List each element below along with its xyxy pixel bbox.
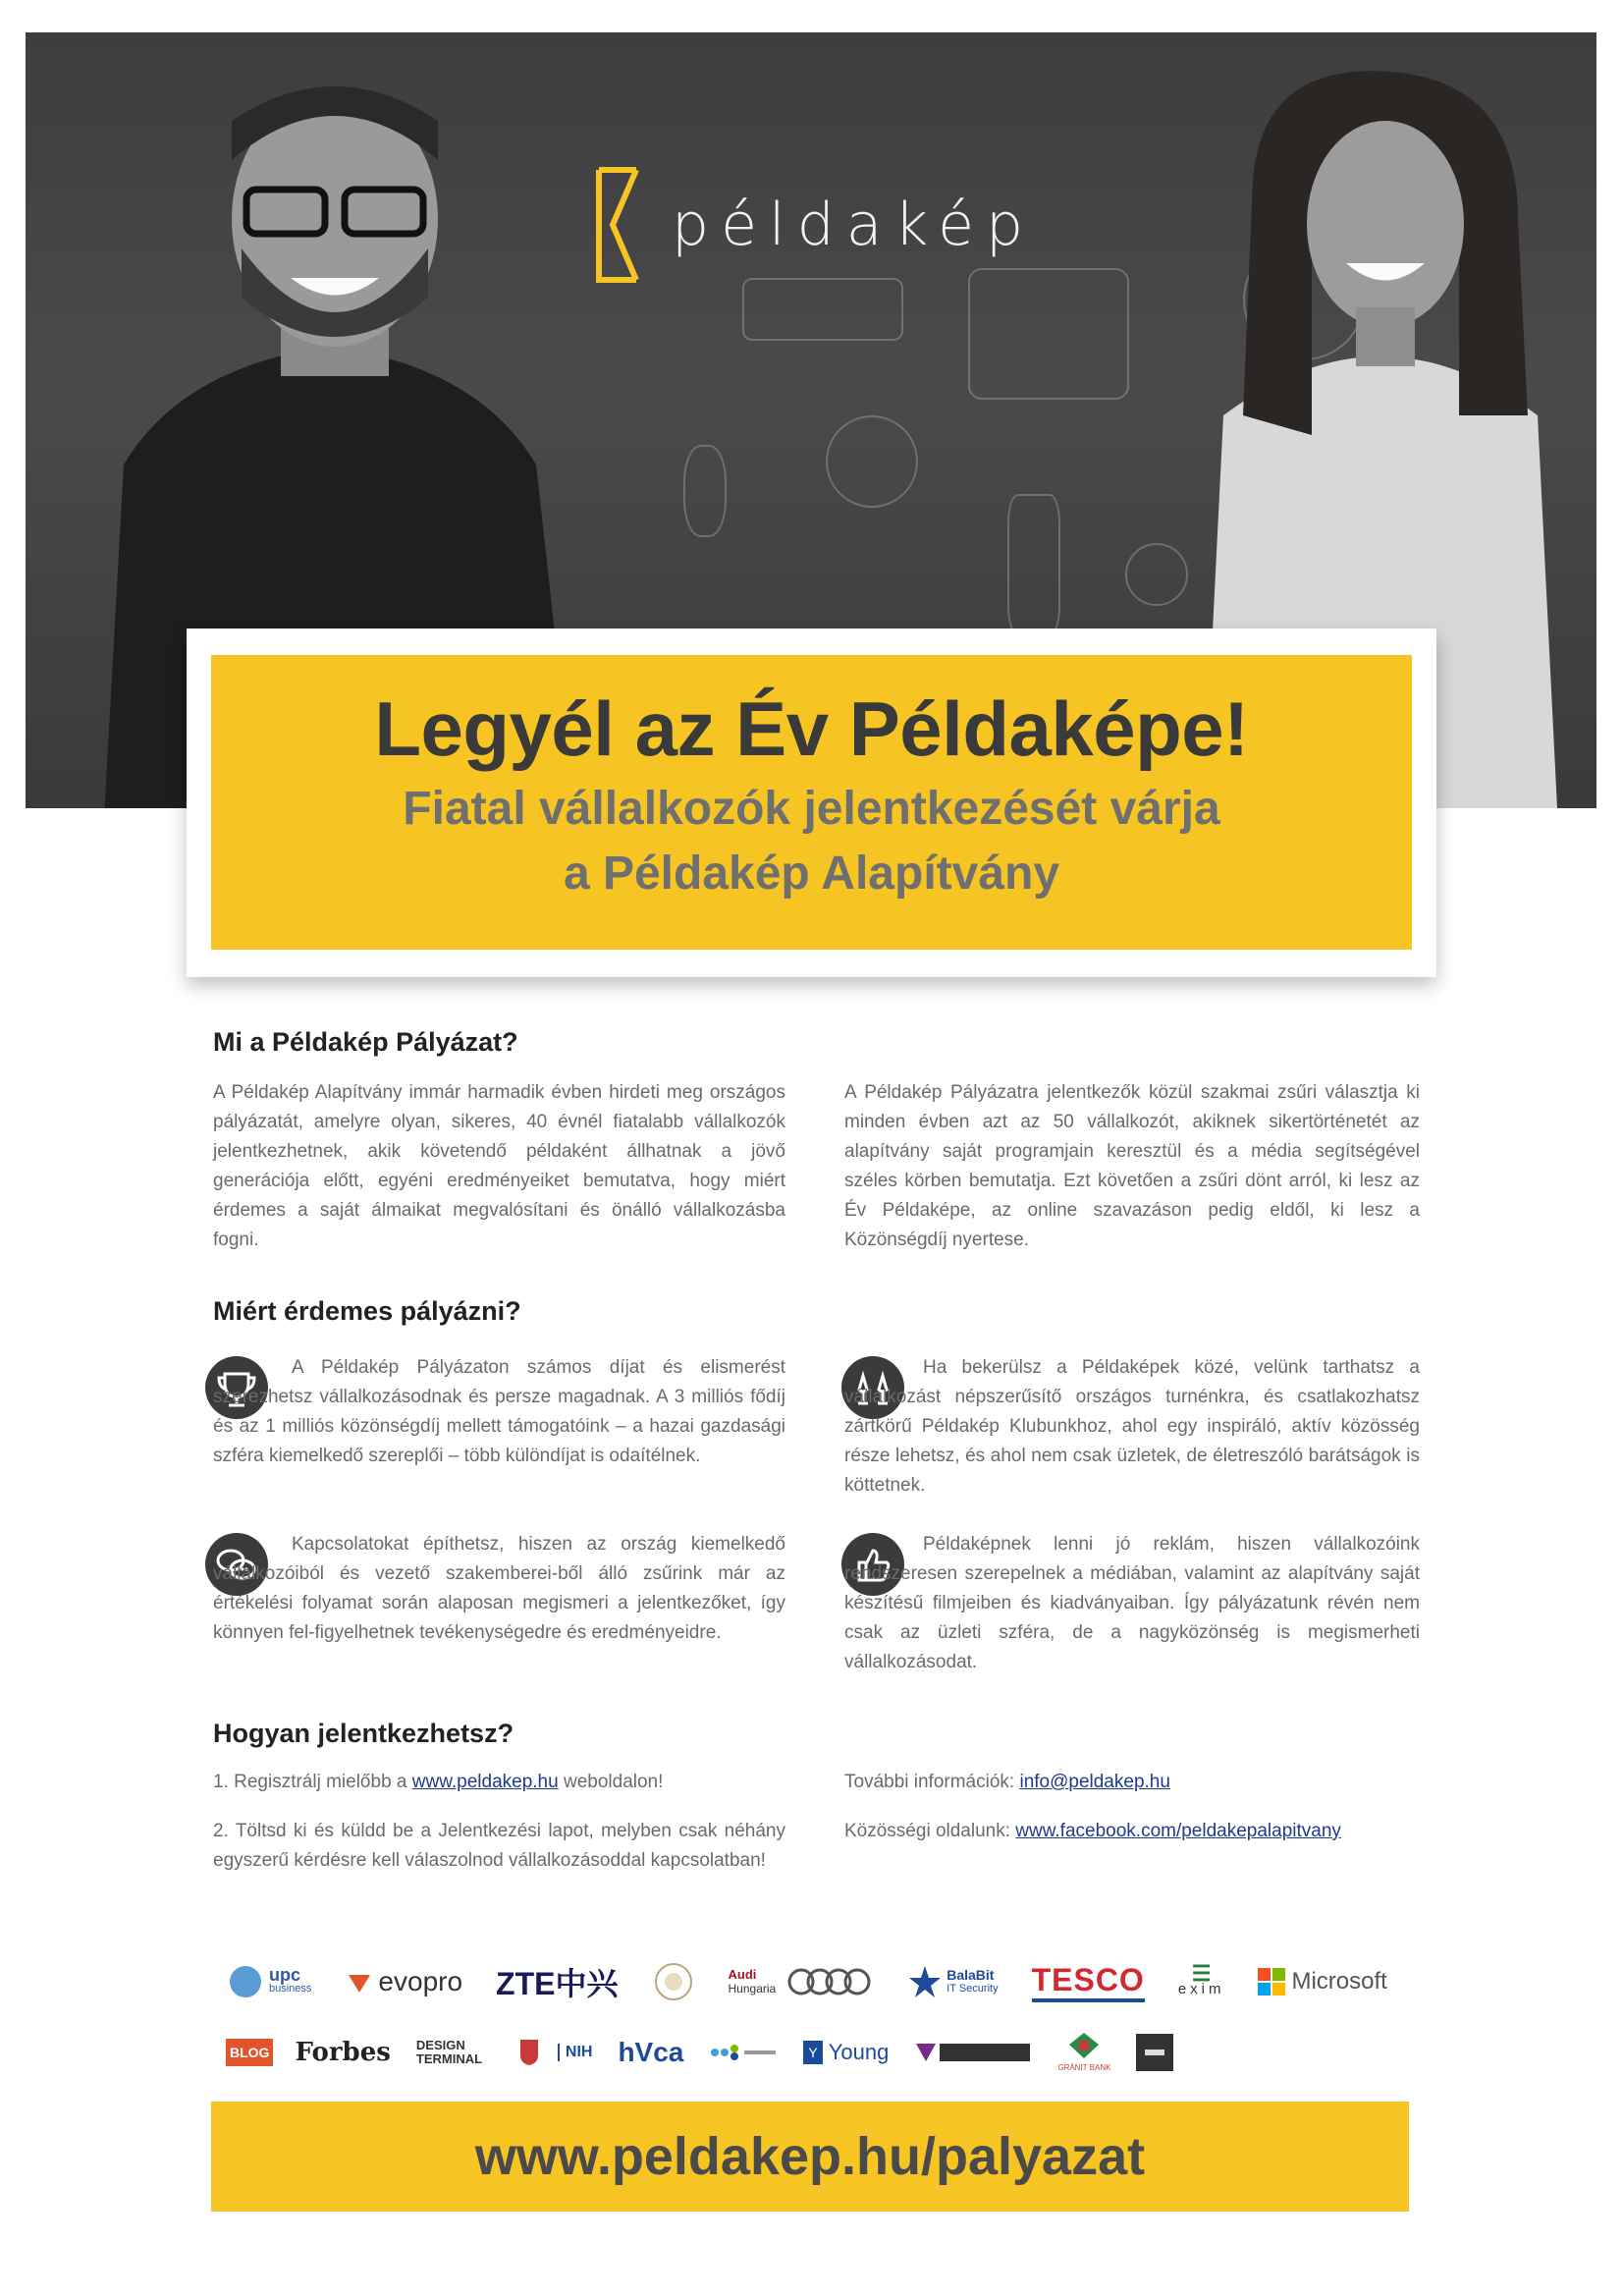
dark-square-logo-icon <box>1136 2034 1173 2071</box>
peldakep-logo-icon <box>595 166 640 284</box>
dark-square-logo <box>1136 2034 1173 2071</box>
evopro-logo-icon <box>345 1967 374 1996</box>
balabit-logo <box>907 1964 998 1999</box>
granit-bank-icon <box>1067 2031 1101 2060</box>
granit-bank-logo <box>1057 2031 1110 2074</box>
enterprise-logo <box>709 2043 778 2062</box>
step-1 <box>213 1768 785 1797</box>
about-right-text: A Példakép Pályázatra jelentkezők közül szakmai zsűri választja ki minden évben azt az 50 vállalkozót, akiknek sikertörténetét az alapítvány saját programjain keresztül és a média segítségével széles körben bemutatja. Ezt követően a zsűri dönt arról, ki lesz az Év Példaképe, az online szavazáson pedig eldől, ki lesz a Közönségdíj nyertese. <box>844 1082 1420 1250</box>
young-logo: Y Young <box>803 2040 889 2065</box>
button-doodle <box>826 415 918 508</box>
seal-logo-icon <box>652 1960 695 2003</box>
zte-logo <box>496 1959 618 2004</box>
community-label: Közösségi oldalunk: <box>844 1821 1016 1841</box>
footer-banner <box>211 2102 1409 2212</box>
balabit-logo-icon <box>907 1964 943 1999</box>
balabit-text: BalaBit <box>947 1967 995 1983</box>
sewing-machine-doodle <box>968 268 1129 400</box>
blog-text: BLOG <box>226 2039 273 2066</box>
about-left-text: A Példakép Alapítvány immár harmadik évben hirdeti meg országos pályázatát, amelyre olyan, sikeres, 40 évnél fiatalabb vállalkozók jelentkezhetnek, akik követendő példaként állhatnak a jövő generációja előtt, egyéni eredményeiket bemutatva, hogy miért érdemes a saját álmaikat megvalósítani és önálló vállalkozásba fogni. <box>213 1082 785 1250</box>
ruler-doodle <box>742 278 903 341</box>
sponsor-logos-row-1 <box>226 1959 1421 2004</box>
tesco-text: TESCO <box>1032 1962 1145 2002</box>
nih-text: NIH <box>558 2044 593 2061</box>
evopro-logo <box>345 1966 462 1997</box>
upc-logo <box>226 1962 311 2001</box>
media-logo <box>914 2040 1032 2065</box>
benefit-awards-text: A Példakép Pályázaton számos díjat és elismerést szerezhetsz vállalkozásodnak és persze magadnak. A 3 milliós fődíj és az 1 milliós közönségdíj mellett támogatóink – a hazai gazdasági szféra kiemelkedő szereplői – több különdíjat is odaítélnek. <box>213 1357 785 1466</box>
footer-url[interactable]: www.peldakep.hu/palyazat <box>474 2127 1146 2186</box>
subtitle-line1: Fiatal vállalkozók jelentkezését várja <box>403 783 1220 835</box>
upc-text: upc <box>269 1965 301 1985</box>
section-heading-about: Mi a Példakép Pályázat? <box>213 1027 518 1057</box>
title-banner <box>211 655 1412 950</box>
tesco-logo <box>1032 1962 1145 2002</box>
sponsor-logos-row-2 <box>226 2031 1207 2074</box>
upc-sub: business <box>269 1983 312 1995</box>
main-title: Legyél az Év Példaképe! <box>374 685 1249 772</box>
section-heading-how: Hogyan jelentkezhetsz? <box>213 1719 514 1748</box>
step1-prefix: 1. Regisztrálj mielőbb a <box>213 1772 412 1792</box>
info-label: További információk: <box>844 1772 1020 1792</box>
audi-sub: Hungaria <box>728 1982 777 1995</box>
microsoft-logo <box>1258 1968 1386 1995</box>
benefit-club-text: Ha bekerülsz a Példaképek közé, velünk tarthatsz a vállalkozást népszerűsítő országos turnénkra, és csatlakozhatsz zártkörű Példakép Klubunkhoz, ahol egy inspiráló, aktív közösség része lehetsz, és ahol nem csak üzletek, de életreszóló barátságok is köttetnek. <box>844 1357 1420 1496</box>
design-text: DESIGN TERMINAL <box>415 2038 483 2066</box>
exim-text: exim <box>1177 1981 1225 1997</box>
title-card <box>187 629 1436 977</box>
evopro-text: evopro <box>378 1966 463 1996</box>
peldakep-logo <box>595 166 1035 284</box>
logo-text: példakép <box>672 191 1036 259</box>
audi-rings-icon <box>785 1966 874 1997</box>
blog-logo <box>226 2039 273 2066</box>
community-line <box>844 1817 1434 1846</box>
step1-suffix: weboldalon! <box>558 1772 664 1792</box>
info-line <box>844 1768 1434 1797</box>
scissors-doodle <box>683 445 727 537</box>
exim-logo: ☰ exim <box>1177 1961 1225 1997</box>
balabit-sub: IT Security <box>947 1983 999 1995</box>
coat-of-arms-logo <box>518 2038 540 2067</box>
seal-logo <box>652 1960 695 2003</box>
facebook-link[interactable]: www.facebook.com/peldakepalapitvany <box>1015 1821 1341 1841</box>
young-text: Young <box>828 2040 890 2064</box>
spool-doodle <box>1007 494 1060 635</box>
granit-text: GRÁNIT BANK <box>1057 2063 1111 2072</box>
subtitle-line2: a Példakép Alapítvány <box>563 847 1060 900</box>
media-logo-icon <box>914 2040 1032 2065</box>
audi-text: Audi <box>728 1967 757 1982</box>
zte-text: ZTE中兴 <box>496 1966 619 2001</box>
benefit-media-text: Példaképnek lenni jó reklám, hiszen vállalkozóink rendszeresen szerepelnek a médiában, valamint az alapítvány saját készítésű filmjeiben és kiadványaiban. Így pályázatunk révén nem csak az üzleti szféra, de a nagyközönség is megismerheti vállalkozásodat. <box>844 1534 1420 1672</box>
upc-logo-icon <box>226 1962 265 2001</box>
hvca-logo <box>618 2037 683 2068</box>
nih-logo <box>558 2044 593 2061</box>
microsoft-logo-icon <box>1258 1968 1285 1995</box>
step-2: 2. Töltsd ki és küldd be a Jelentkezési lapot, melyben csak néhány egyszerű kérdésre kell válaszolnod vállalkozásoddal kapcsolatban! <box>213 1821 785 1871</box>
benefit-network-text: Kapcsolatokat építhetsz, hiszen az ország kiemelkedő vállalkozóiból és vezető szakemberei-ből álló zsűrink már az értékelési folyamat során alaposan megismeri a jelentkezőket, így könnyen fel-figyelhetnek tevékenységedre és eredményeidre. <box>213 1534 785 1643</box>
hvca-text: hVca <box>618 2037 684 2067</box>
forbes-text: Forbes <box>295 2038 391 2067</box>
coat-of-arms-icon <box>518 2038 540 2067</box>
forbes-logo <box>295 2038 390 2067</box>
microsoft-text: Microsoft <box>1291 1968 1387 1995</box>
website-link[interactable]: www.peldakep.hu <box>411 1772 559 1792</box>
section-heading-why: Miért érdemes pályázni? <box>213 1296 521 1326</box>
email-link[interactable]: info@peldakep.hu <box>1019 1772 1170 1792</box>
audi-logo <box>729 1966 875 1997</box>
design-terminal-logo <box>416 2039 495 2066</box>
enterprise-dots-icon <box>709 2043 778 2062</box>
